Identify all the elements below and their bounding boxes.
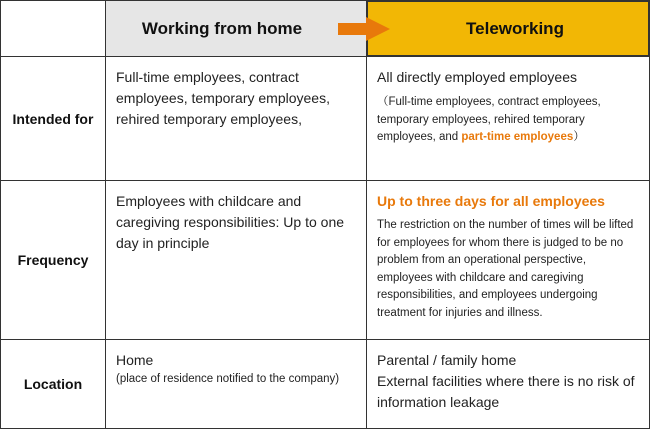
- frequency-tw-detail: The restriction on the number of times will be lifted for employees for whom there is judged to be no problem from an operational perspective, employees with childcare and caregiving responsibilities, and employees undergoing treatment for injuries and illness.: [377, 219, 634, 319]
- intended-for-wfh-cell: [106, 57, 367, 181]
- intended-for-label: Intended for: [12, 110, 94, 127]
- location-tw-line1: Parental / family home: [377, 352, 517, 368]
- intended-for-tw-detail: [377, 94, 639, 147]
- frequency-label: Frequency: [17, 252, 89, 268]
- intended-for-tw-cell: [367, 57, 650, 181]
- intended-for-tw-main: All directly employed employees: [377, 69, 577, 85]
- row-label-location: [0, 340, 106, 429]
- header-teleworking: [367, 0, 650, 57]
- header-corner-cell: [0, 0, 106, 57]
- location-wfh-main: Home: [116, 352, 154, 368]
- row-label-frequency: [0, 181, 106, 340]
- location-tw-cell: [367, 340, 650, 429]
- location-wfh-detail: (place of residence notified to the company): [116, 373, 340, 385]
- intended-for-wfh-text: Full-time employees, contract employees, temporary employees, rehired temporary employees,: [116, 69, 330, 127]
- frequency-wfh-cell: [106, 181, 367, 340]
- header-wfh-label: Working from home: [141, 18, 303, 38]
- frequency-tw-cell: [367, 181, 650, 340]
- frequency-wfh-text: Employees with childcare and caregiving responsibilities: Up to one day in principle: [116, 193, 345, 251]
- location-label: Location: [23, 376, 83, 392]
- intended-for-tw-detail-suffix: ）: [573, 131, 585, 143]
- frequency-tw-highlight: Up to three days for all employees: [377, 193, 605, 209]
- header-working-from-home: [106, 0, 367, 57]
- location-wfh-cell: [106, 340, 367, 429]
- intended-for-tw-highlight: part-time employees: [461, 131, 574, 143]
- header-tw-label: Teleworking: [466, 18, 564, 38]
- row-label-intended-for: [0, 57, 106, 181]
- intended-for-tw-detail-prefix: （Full-time employees, contract employees, temporary employees, rehired temporary employees, and: [377, 96, 601, 143]
- arrow-right-icon: [338, 17, 390, 41]
- location-tw-line2: External facilities where there is no risk of information leakage: [377, 373, 635, 410]
